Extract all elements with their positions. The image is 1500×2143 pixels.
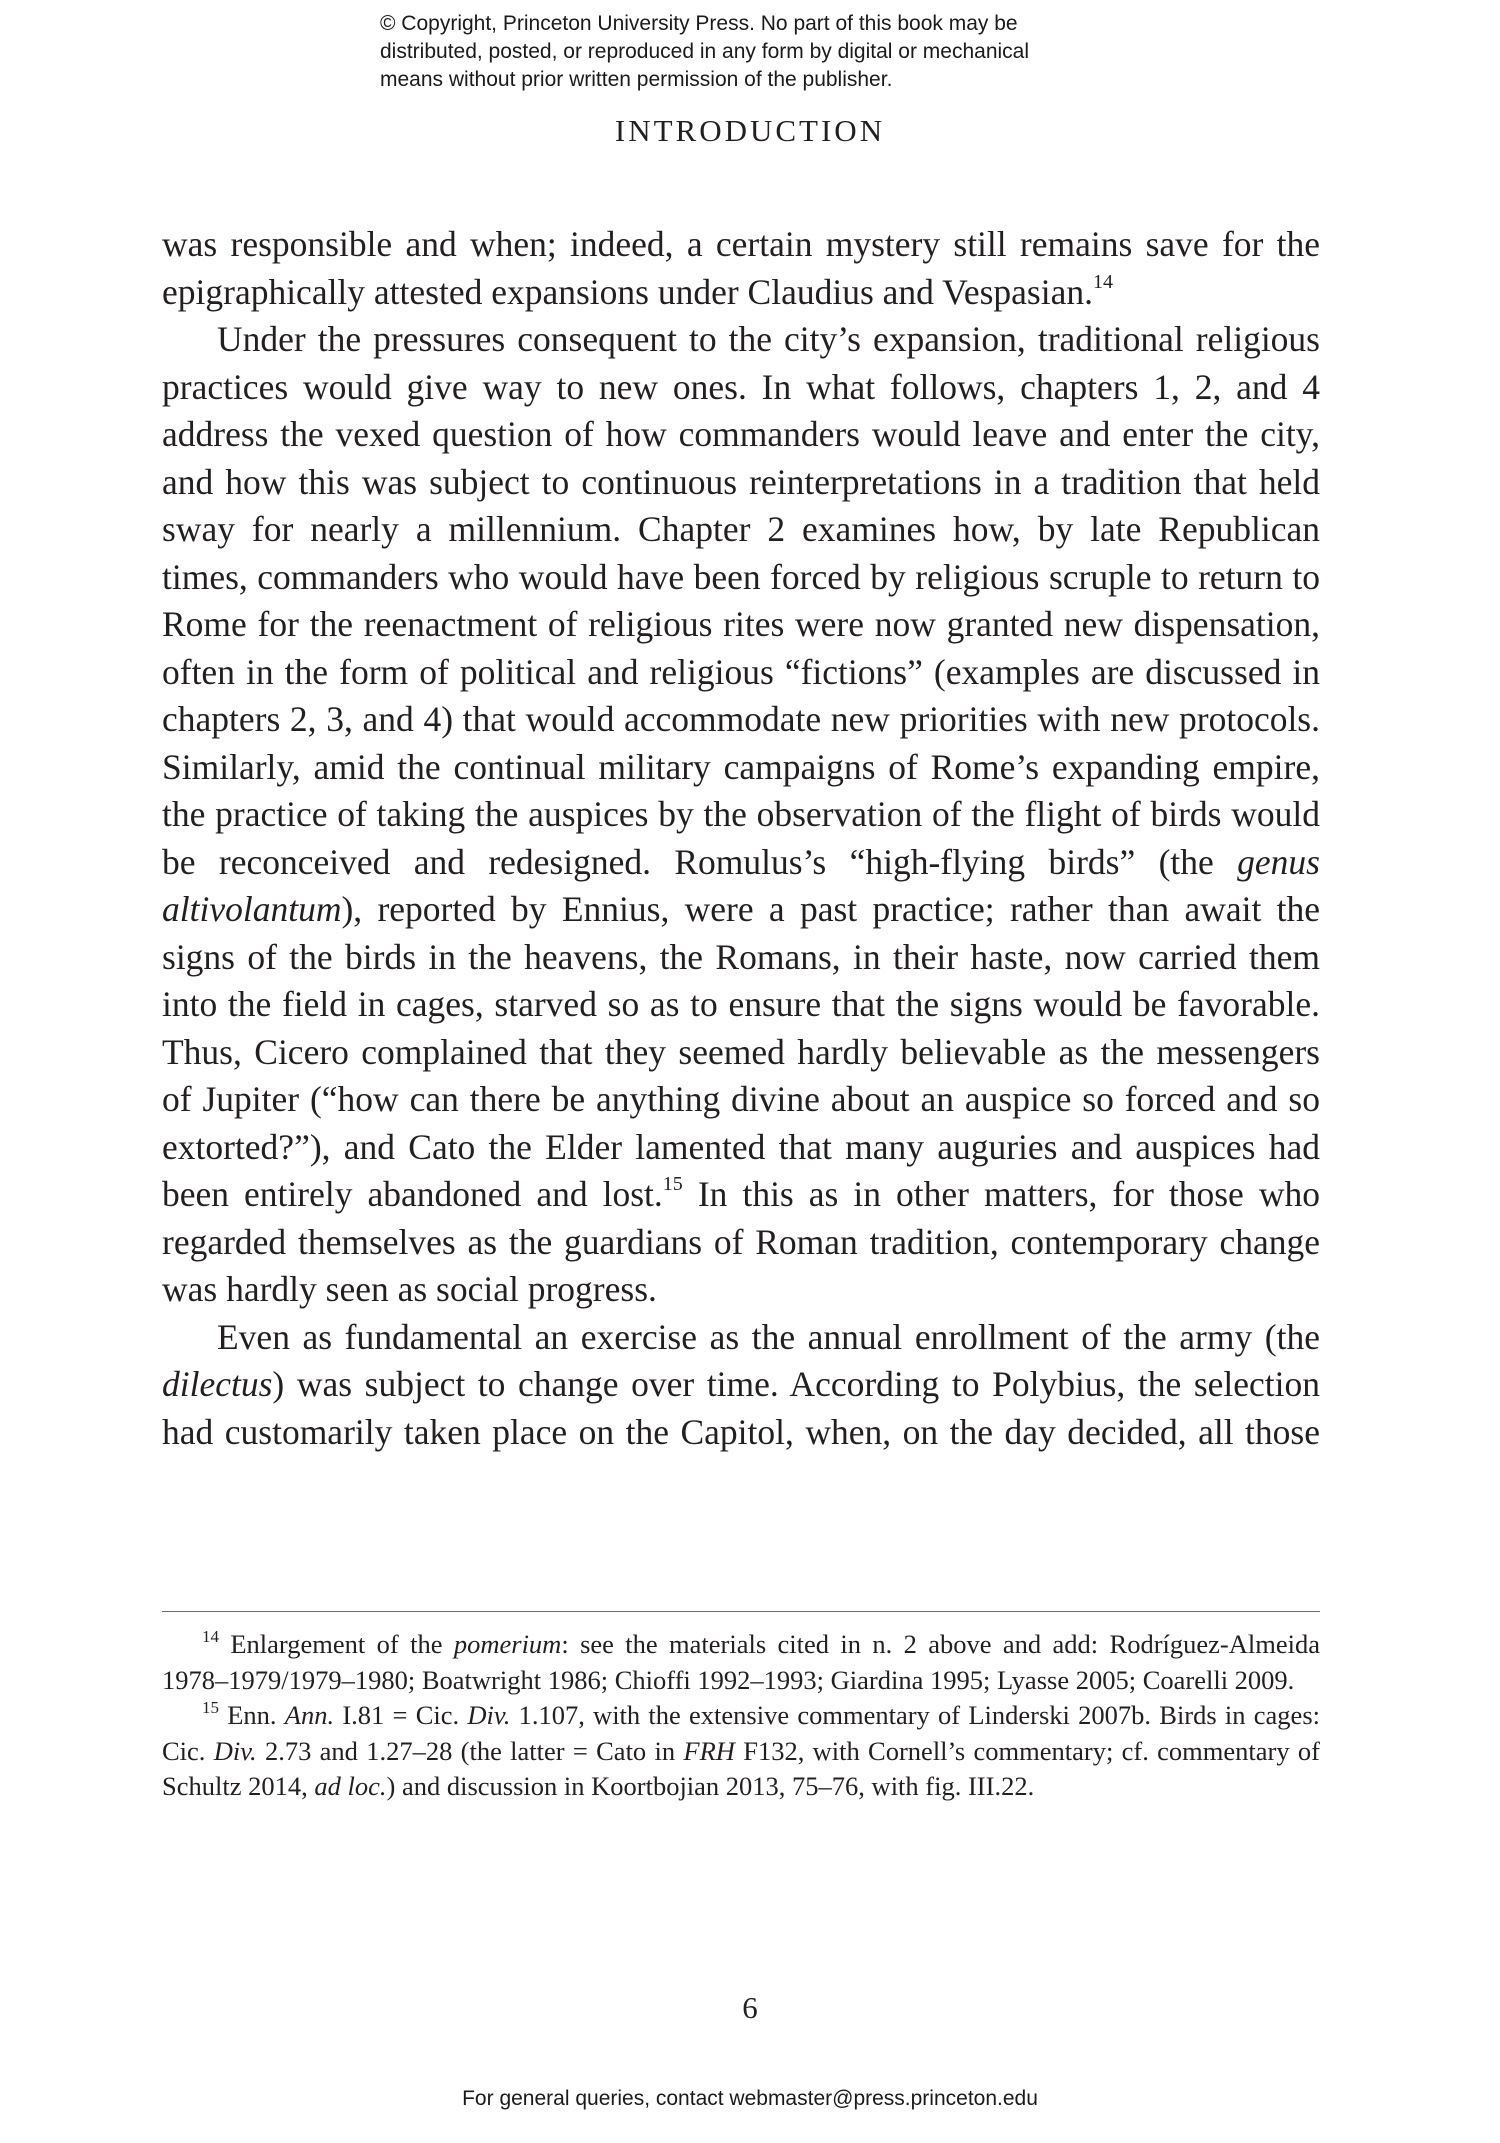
footnote-reference[interactable]: 14 (1093, 270, 1113, 293)
footnotes (162, 1627, 1320, 1805)
footnote-text: ) and discussion in Koortbojian 2013, 75–76, with fig. III.22. (386, 1771, 1035, 1801)
italic-term: genus altivolantum (162, 841, 1320, 929)
paragraph-text: Even as fundamental an exercise as the annual enrollment of the army (the (217, 1316, 1320, 1357)
copyright-line: © Copyright, Princeton University Press. No part of this book may be (380, 12, 1018, 35)
footnote-reference[interactable]: 15 (662, 1173, 683, 1195)
paragraph-text: Under the pressures consequent to the city’s expansion, traditional religious practices would give way to new ones. In what follows, chapters 1, 2, and 4 address the vexed question of how commanders would leave and enter the city, and how this was subject to continuous reinterpretations in a tradition that held sway for nearly a millennium. Chapter 2 examines how, by late Republican times, commanders who would have been forced by religious scruple to return to Rome for the reenactment of religious rites were now granted new dispensation, often in the form of political and religious “fictions” (examples are discussed in chapters 2, 3, and 4) that would accommodate new priorities with new protocols. Similarly, amid the continual military campaigns of Rome’s expanding empire, the practice of taking the auspices by the observation of the flight of birds would be reconceived and redesigned. Romulus’s “high-flying birds” (the (162, 319, 1320, 882)
footnote-text: Enn. (219, 1700, 285, 1730)
paragraph-text: ) was subject to change over time. According to Polybius, the selection had customarily taken place on the Capitol, when, on the day decided, all those (162, 1364, 1320, 1452)
footnote-mark: 14 (202, 1627, 219, 1646)
footnote-14 (162, 1627, 1320, 1698)
italic-term: ad loc. (314, 1771, 387, 1801)
footnote-text: 1.107, with the extensive commentary of Linderski 2007b. Birds in cages: Cic. (162, 1700, 1320, 1766)
body-text (162, 221, 1320, 1456)
paragraph-text: ), reported by Ennius, were a past practice; rather than await the signs of the birds in the heavens, the Romans, in their haste, now carried them into the field in cages, starved so as to ensure that the signs would be favorable. Thus, Cicero complained that they seemed hardly believable as the messengers of Jupiter (“how can there be anything divine about an auspice so forced and so extorted?”), and Cato the Elder lamented that many auguries and auspices had been entirely abandoned and lost. (162, 889, 1320, 1214)
copyright-line: means without prior written permission of the publisher. (380, 68, 893, 91)
footnote-text: : see the materials cited in n. 2 above and add: Rodríguez-Almeida 1978–1979/1979–1980; Boatwright 1986; Chioffi 1992–1993; Giardina 1995; Lyasse 2005; Coarelli 2009. (162, 1629, 1320, 1695)
copyright-notice (380, 10, 1180, 94)
footnote-15 (162, 1698, 1320, 1805)
italic-term: pomerium (453, 1629, 562, 1659)
running-head: INTRODUCTION (614, 113, 886, 148)
italic-term: FRH (683, 1735, 735, 1766)
paragraph-2 (162, 316, 1320, 1314)
contact-footer: For general queries, contact webmaster@press.princeton.edu (462, 2087, 1038, 2110)
footnote-text: Enlargement of the (219, 1629, 454, 1659)
page-number: 6 (742, 1990, 758, 2025)
italic-term: Div. (467, 1700, 511, 1730)
italic-term: Ann. (284, 1700, 335, 1730)
paragraph-text: was responsible and when; indeed, a certain mystery still remains save for the epigraphically attested expansions under Claudius and Vespasian. (162, 224, 1320, 312)
footnote-divider (162, 1611, 1320, 1612)
footnote-text: F132, with Cornell’s commentary; cf. commentary of Schultz 2014, (162, 1735, 1320, 1801)
italic-term: Div. (213, 1735, 257, 1766)
paragraph-text: In this as in other matters, for those who regarded themselves as the guardians of Roman tradition, contemporary change was hardly seen as social progress. (162, 1174, 1320, 1309)
footnote-mark: 15 (202, 1698, 219, 1717)
copyright-line: distributed, posted, or reproduced in any form by digital or mechanical (380, 40, 1030, 63)
paragraph-3 (162, 1314, 1320, 1457)
footnote-text: 2.73 and 1.27–28 (the latter = Cato in (256, 1735, 684, 1766)
footnote-text: I.81 = Cic. (334, 1700, 468, 1730)
paragraph-1 (162, 221, 1320, 316)
italic-term: dilectus (162, 1364, 273, 1404)
